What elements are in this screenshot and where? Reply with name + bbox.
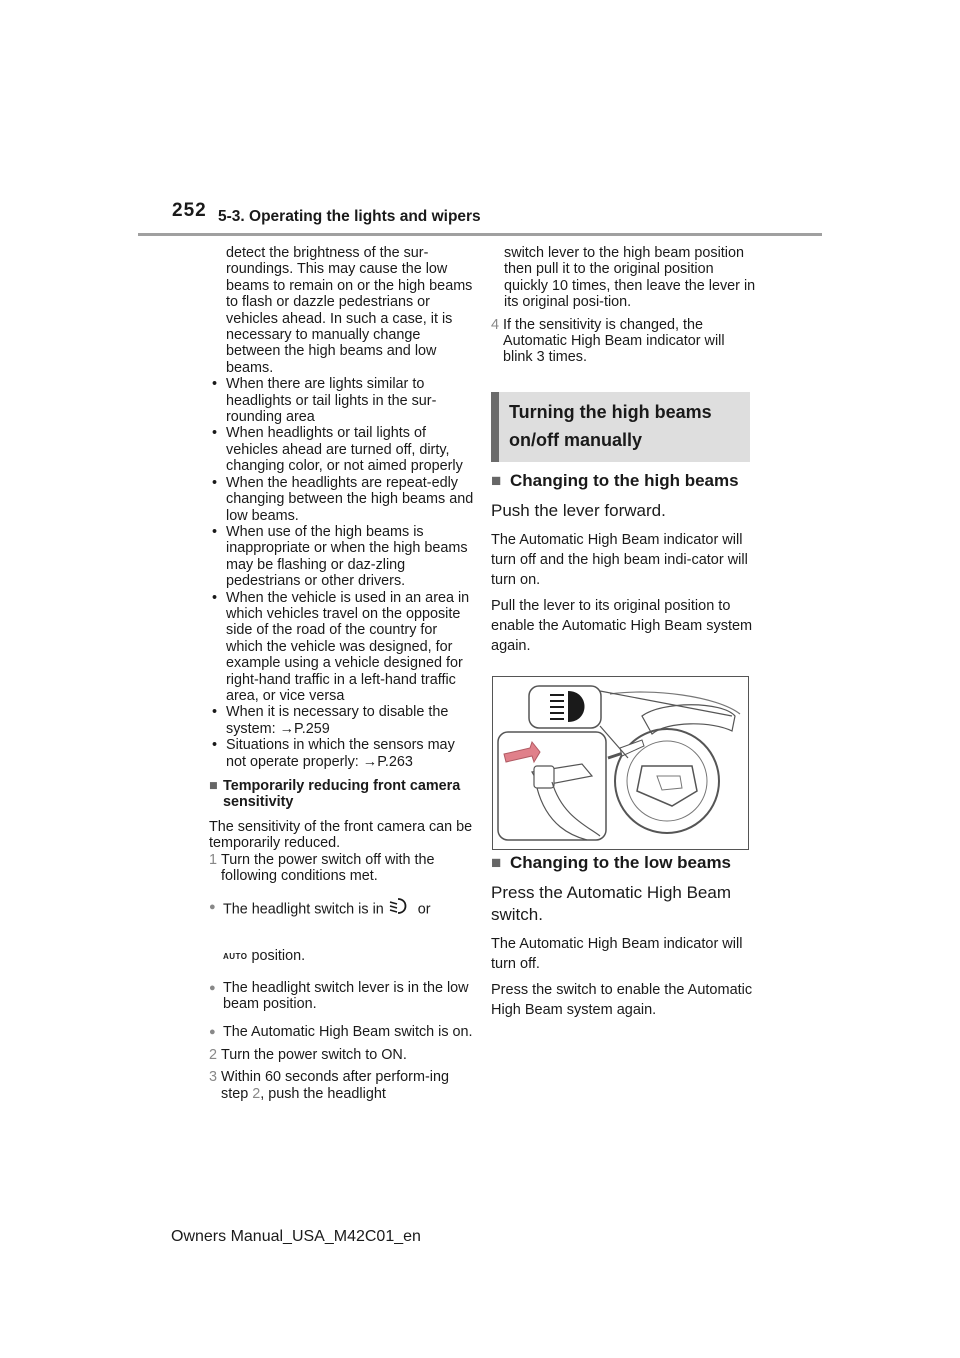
step-number: 1 xyxy=(209,851,218,868)
low-beam-headlight-icon xyxy=(388,896,414,923)
footer-text: Owners Manual_USA_M42C01_en xyxy=(171,1228,421,1245)
subsection-heading: ■ Changing to the low beams xyxy=(491,852,756,874)
subsection-heading: ■ Changing to the high beams xyxy=(491,470,756,492)
step-number: 2 xyxy=(209,1046,218,1063)
arrow-icon: → xyxy=(279,720,294,737)
auto-light-icon: AUTO xyxy=(223,951,248,961)
step-number: 3 xyxy=(209,1069,218,1086)
condition-text: The headlight switch is in xyxy=(223,901,388,918)
intro-paragraph: detect the brightness of the sur-roundings. This may cause the low beams to remain on or the high beams to flash or dazzle pedestrians or vehicles ahead. In such a case, it is necessary to manually change between the high beams and low beams. xyxy=(226,245,473,376)
list-item-text: When it is necessary to disable the system: xyxy=(226,704,449,737)
steering-lever-illustration xyxy=(492,676,749,850)
step-item xyxy=(209,852,474,885)
list-item: • When there are lights similar to headlights or tail lights in the sur-rounding area xyxy=(209,376,474,425)
arrow-icon: → xyxy=(362,753,378,770)
note-text: Press the switch to enable the Automatic High Beam system again. xyxy=(491,982,753,1018)
right-column xyxy=(491,245,756,656)
list-item-text: Situations in which the sensors may not operate properly: xyxy=(226,737,455,770)
instruction-text: Push the lever forward. xyxy=(491,500,666,520)
note-text: The Automatic High Beam indicator will turn off. xyxy=(491,936,743,972)
step-reference: 2 xyxy=(252,1085,261,1102)
list-item xyxy=(209,704,474,737)
step-text: Turn the power switch off with the following conditions met. xyxy=(221,851,435,885)
note-text: The Automatic High Beam indicator will turn off and the high beam indi-cator will turn on. xyxy=(491,531,748,588)
step-text: If the sensitivity is changed, the Automatic High Beam indicator will blink 3 times. xyxy=(503,316,725,366)
subsection-heading: ■ Temporarily reducing front camera sensitivity xyxy=(209,778,474,811)
header-divider xyxy=(138,233,822,236)
page-ref-link[interactable]: P.259 xyxy=(293,720,330,737)
step-number: 4 xyxy=(491,316,500,333)
section-title: 5-3. Operating the lights and wipers xyxy=(218,208,481,225)
topic-heading-box xyxy=(491,392,750,462)
step-item xyxy=(209,1047,474,1063)
condition-text: or xyxy=(413,901,431,918)
condition-item: ● The Automatic High Beam switch is on. xyxy=(209,1024,474,1040)
step-text: Within 60 seconds after perform-ing step xyxy=(221,1069,449,1102)
page-ref-link[interactable]: P.263 xyxy=(377,753,413,770)
list-item: • When the headlights are repeat-edly changing between the high beams and low beams. xyxy=(209,475,474,524)
list-item xyxy=(209,737,474,770)
list-item: • When use of the high beams is inappropriate or when the high beams may be flashing or daz-zling pedestrians or other drivers. xyxy=(209,524,474,590)
condition-item: ● The headlight switch lever is in the low beam position. xyxy=(209,980,474,1013)
subsection-intro: The sensitivity of the front camera can be temporarily reduced. xyxy=(209,818,473,852)
condition-text: position. xyxy=(247,948,306,965)
continued-step-text: switch lever to the high beam position then pull it to the original position quickly 10 times, then leave the lever in its original posi-tion. xyxy=(504,245,756,311)
page-number: 252 xyxy=(172,200,207,221)
note-text: Pull the lever to its original position to enable the Automatic High Beam system again. xyxy=(491,597,753,654)
list-item: • When the vehicle is used in an area in which vehicles travel on the opposite side of the road of the country for which the vehicle was designed, for example using a vehicle designed for right-hand traffic in a left-hand traffic area, or vice versa xyxy=(209,590,474,705)
right-column-lower xyxy=(491,852,756,1020)
instruction-text: Press the Automatic High Beam switch. xyxy=(491,883,732,924)
left-column xyxy=(209,245,474,1102)
step-item xyxy=(491,317,756,366)
step-text: , push the headlight xyxy=(260,1085,386,1102)
topic-heading: Turning the high beams on/off manually xyxy=(509,401,712,450)
step-text: Turn the power switch to ON. xyxy=(221,1046,407,1063)
step-item xyxy=(209,1069,474,1102)
list-item: • When headlights or tail lights of vehicles ahead are turned off, dirty, changing color, or not aimed properly xyxy=(209,425,474,474)
condition-item xyxy=(209,896,474,967)
